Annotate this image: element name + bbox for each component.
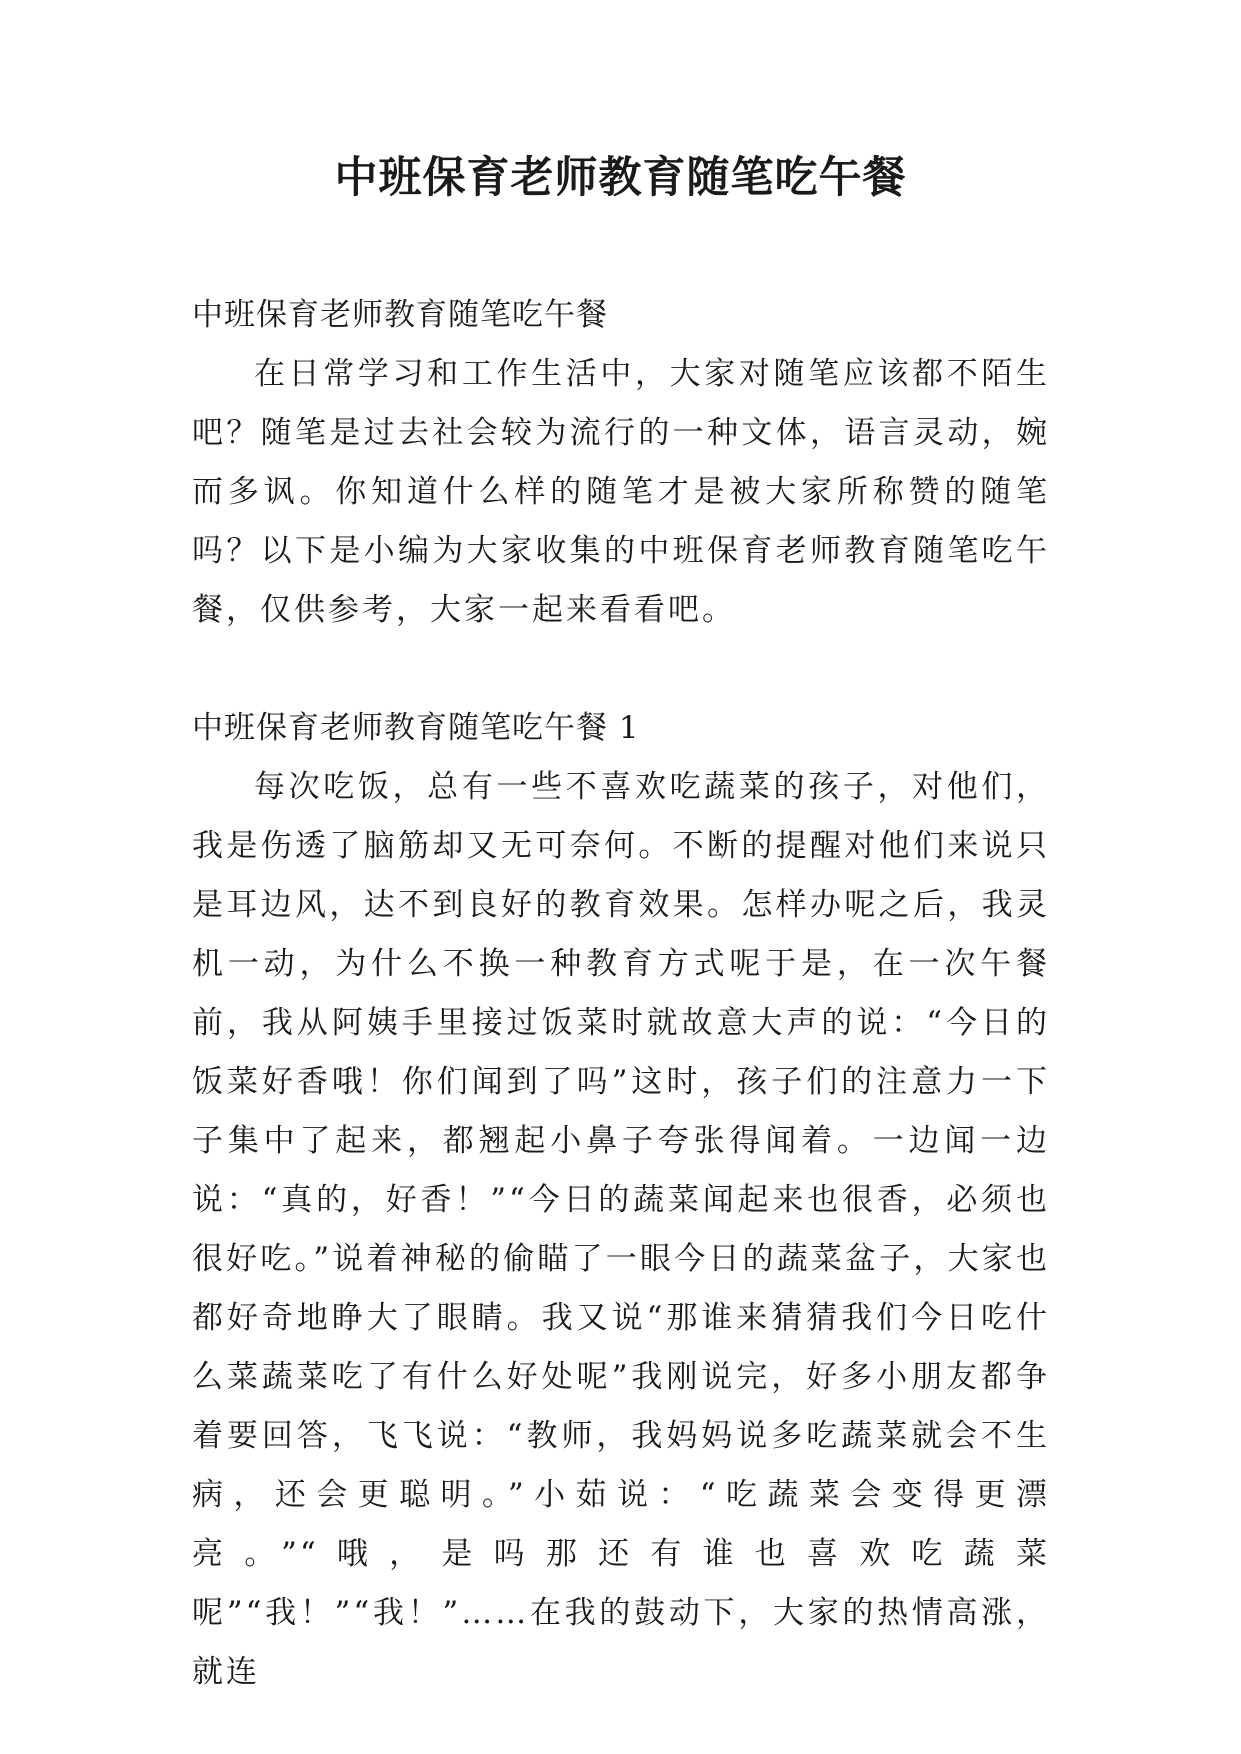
document-title: 中班保育老师教育随笔吃午餐	[334, 153, 907, 203]
section-spacer	[192, 640, 1050, 699]
intro-heading: 中班保育老师教育随笔吃午餐	[192, 297, 608, 333]
document-body	[192, 286, 1050, 1702]
intro-paragraph: 在日常学习和工作生活中，大家对随笔应该都不陌生吧？随笔是过去社会较为流行的一种文体，语言灵动，婉而多讽。你知道什么样的随笔才是被大家所称赞的随笔吗？以下是小编为大家收集的中班保育老师教育随笔吃午餐，仅供参考，大家一起来看看吧。	[192, 356, 1050, 628]
section1-paragraph: 每次吃饭，总有一些不喜欢吃蔬菜的孩子，对他们，我是伤透了脑筋却又无可奈何。不断的提醒对他们来说只是耳边风，达不到良好的教育效果。怎样办呢之后，我灵机一动，为什么不换一种教育方式呢于是，在一次午餐前，我从阿姨手里接过饭菜时就故意大声的说：“今日的饭菜好香哦！你们闻到了吗”这时，孩子们的注意力一下子集中了起来，都翘起小鼻子夸张得闻着。一边闻一边说：“真的，好香！”“今日的蔬菜闻起来也很香，必须也很好吃。”说着神秘的偷瞄了一眼今日的蔬菜盆子，大家也都好奇地睁大了眼睛。我又说“那谁来猜猜我们今日吃什么菜蔬菜吃了有什么好处呢”我刚说完，好多小朋友都争着要回答，飞飞说：“教师，我妈妈说多吃蔬菜就会不生病，还会更聪明。”小茹说：“吃蔬菜会变得更漂亮。”“哦，是吗那还有谁也喜欢吃蔬菜呢”“我！”“我！”……在我的鼓动下，大家的热情高涨，就连	[192, 769, 1050, 1690]
section1-heading: 中班保育老师教育随笔吃午餐 1	[192, 710, 640, 746]
